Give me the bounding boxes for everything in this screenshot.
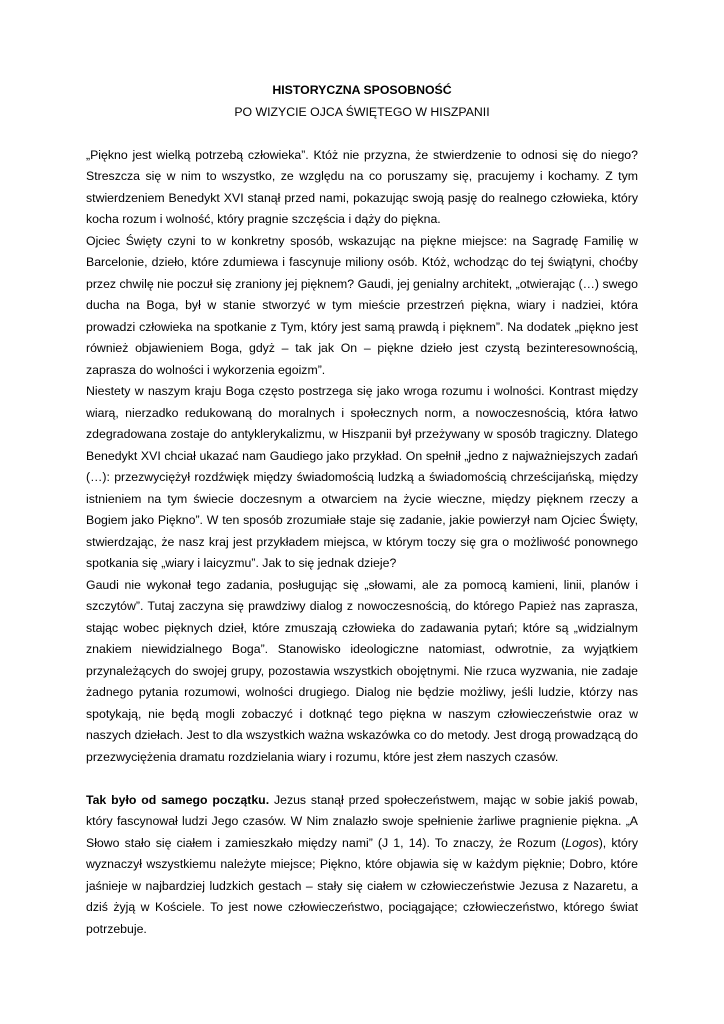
paragraph-3: Niestety w naszym kraju Boga często postrzega się jako wroga rozumu i wolności. Kontrast między wiarą, nierzadko redukowaną do moralnych i społecznych norm, a nowoczesnością, która łatwo zdegradowana zostaje do antyklerykalizmu, w Hiszpanii był przeżywany w sposób tragiczny. Dlatego Benedykt XVI chciał ukazać nam Gaudiego jako przykład. On spełnił „jedno z najważniejszych zadań (…): przezwyciężył rozdźwięk między świadomością ludzką a świadomością chrześcijańską, między istnieniem na tym świecie doczesnym a otwarciem na życie wieczne, między pięknem rzeczy a Bogiem jako Piękno”. W ten sposób zrozumiałe staje się zadanie, jakie powierzył nam Ojciec Święty, stwierdzając, że nasz kraj jest przykładem miejsca, w którym toczy się gra o możliwość ponownego spotkania się „wiary i laicyzmu”. Jak to się jednak dzieje? [86, 384, 638, 570]
paragraph-2: Ojciec Święty czyni to w konkretny sposób, wskazując na piękne miejsce: na Sagradę Familię w Barcelonie, dzieło, które zdumiewa i fascynuje miliony osób. Któż, wchodząc do tej świątyni, choćby przez chwilę nie poczuł się zraniony jej pięknem? Gaudi, jej genialny architekt, „otwierając (…) swego ducha na Boga, był w stanie stworzyć w tym mieście przestrzeń piękna, wiary i nadziei, która prowadzi człowieka na spotkanie z Tym, który jest samą prawdą i pięknem”. Na dodatek „piękno jest również objawieniem Boga, gdyż – tak jak On – piękne dzieło jest czystą bezinteresownością, zaprasza do wolności i wykorzenia egoizm”. [86, 233, 638, 377]
paragraph-5-text-b: ), który wyznaczył wszystkiemu należyte miejsce; Piękno, które objawia się w każdym pięknie; Dobro, które jaśnieje w najbardziej ludzkich gestach – stały się ciałem w człowieczeństwie Jezusa z Nazaretu, a dziś żyją w Kościele. To jest nowe człowieczeństwo, pociągające; człowieczeństwo, którego świat potrzebuje. [86, 835, 638, 936]
paragraph-4: Gaudi nie wykonał tego zadania, posługując się „słowami, ale za pomocą kamieni, linii, planów i szczytów”. Tutaj zaczyna się prawdziwy dialog z nowoczesnością, do którego Papież nas zaprasza, stając wobec pięknych dzieł, które zmuszają człowieka do zadawania pytań; które są „widzialnym znakiem niewidzialnego Boga”. Stanowisko ideologiczne natomiast, odwrotnie, za wyjątkiem przynależących do swojej grupy, pozostawia wszystkich obojętnymi. Nie rzuca wyzwania, nie zadaje żadnego pytania rozumowi, wolności drugiego. Dialog nie będzie możliwy, jeśli ludzie, którzy nas spotykają, nie będą mogli zobaczyć i dotknąć tego piękna w naszym człowieczeństwie oraz w naszych dziełach. Jest to dla wszystkich ważna wskazówka co do metody. Jest drogą prowadzącą do przezwyciężenia dramatu rozdzielania wiary i rozumu, które jest złem naszych czasów. [86, 577, 638, 764]
paragraph-5-text-a: Jezus stanął przed społeczeństwem, mając w sobie jakiś powab, który fascynował ludzi Jego czasów. W Nim znalazło swoje spełnienie żarliwe pragnienie piękna. „A Słowo stało się ciałem i zamieszkało między nami” (J 1, 14). To znaczy, że Rozum ( [86, 792, 639, 850]
document-title: HISTORYCZNA SPOSOBNOŚĆ [272, 83, 452, 97]
paragraph-5 [86, 790, 638, 941]
paragraph-5-lead: Tak było od samego początku. [86, 792, 270, 807]
paragraph-spacer [86, 768, 638, 790]
document-subtitle: PO WIZYCIE OJCA ŚWIĘTEGO W HISZPANII [234, 104, 490, 119]
paragraph-5-logos: Logos [565, 835, 599, 850]
paragraph-1: „Piękno jest wielką potrzebą człowieka”. Któż nie przyzna, że stwierdzenie to odnosi się do niego? Streszcza się w nim to wszystko, ze względu na co poruszamy się, pracujemy i kochamy. Z tym stwierdzeniem Benedykt XVI stanął przed nami, pokazując swoją pasję do realnego człowieka, który kocha rozum i wolność, który pragnie szczęścia i dąży do piękna. [86, 147, 638, 226]
